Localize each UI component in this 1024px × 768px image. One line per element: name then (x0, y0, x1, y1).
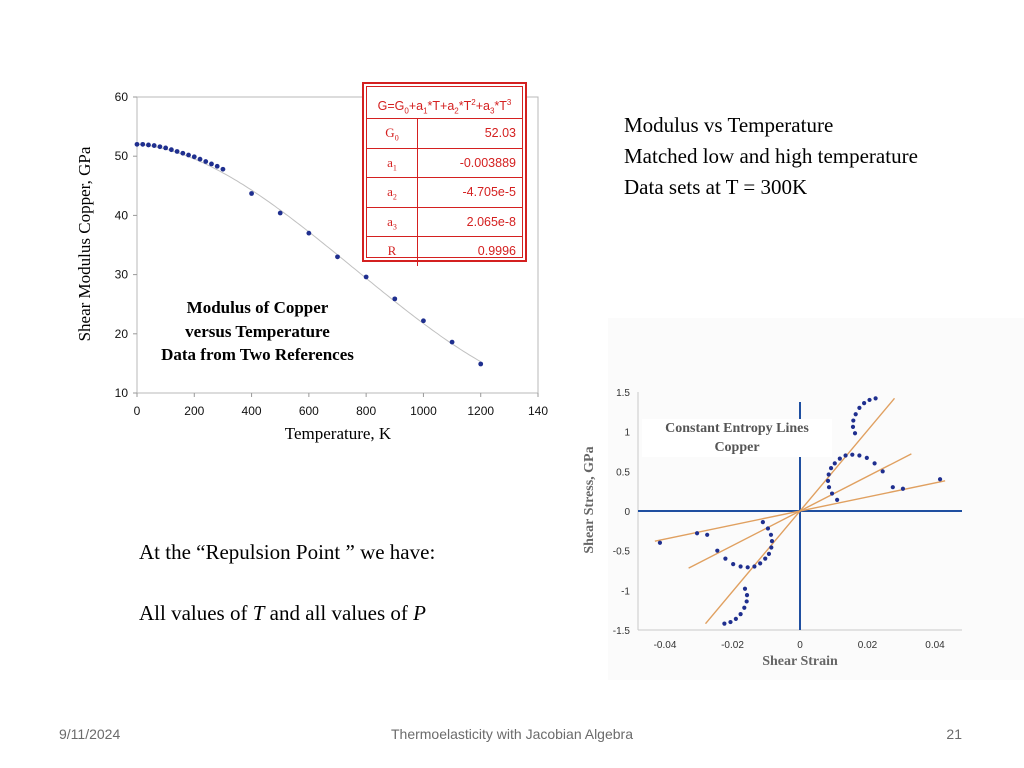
x-tick-label: 0 (133, 404, 141, 418)
x-tick-label: 1000 (410, 404, 437, 418)
data-point (769, 533, 773, 537)
data-point (838, 457, 842, 461)
entropy-xlabel: Shear Strain (762, 654, 838, 669)
repulsion-text (139, 537, 435, 628)
data-point (163, 146, 168, 151)
data-point (862, 401, 866, 405)
data-point (739, 612, 743, 616)
data-point (767, 552, 771, 556)
entropy-ylabel: Shear Stress, GPa (582, 446, 597, 554)
data-point (865, 456, 869, 460)
data-point (392, 296, 397, 301)
footer-title: Thermoelasticity with Jacobian Algebra (390, 726, 633, 742)
values-P: P (413, 601, 426, 625)
data-point (827, 485, 831, 489)
data-point (658, 541, 662, 545)
data-point (705, 533, 709, 537)
y-tick-label: -1 (621, 586, 630, 598)
fit-param-value: -4.705e-5 (462, 185, 516, 200)
footer-date: 9/11/2024 (59, 726, 121, 742)
data-point (857, 406, 861, 410)
y-tick-label: 50 (114, 149, 128, 164)
fit-param-subscript: 3 (392, 222, 397, 232)
data-point (140, 142, 145, 147)
data-point (364, 275, 369, 280)
values-prefix: All values of (139, 601, 253, 625)
data-point (152, 143, 157, 148)
data-point (743, 587, 747, 591)
data-point (249, 191, 254, 196)
data-point (874, 396, 878, 400)
data-point (306, 231, 311, 236)
data-point (180, 151, 185, 156)
y-tick-label: 0 (624, 507, 630, 518)
fit-row (367, 237, 522, 266)
data-point (198, 157, 203, 162)
y-tick-label: -0.5 (612, 546, 630, 558)
description-line-2: Matched low and high temperature (624, 144, 918, 168)
data-point (209, 161, 214, 166)
data-point (758, 561, 762, 565)
data-point (175, 149, 180, 154)
data-point (769, 545, 773, 549)
description-line-3: Data sets at T = 300K (624, 175, 808, 199)
data-point (734, 617, 738, 621)
y-tick-label: 0.5 (616, 467, 630, 479)
fit-param-value: 0.9996 (477, 244, 516, 259)
data-point (169, 147, 174, 152)
x-tick-label: 1200 (467, 404, 495, 418)
data-point (715, 549, 719, 553)
x-tick-label: 800 (356, 404, 377, 418)
data-point (278, 211, 283, 216)
data-point (158, 144, 163, 149)
y-tick-label: 10 (114, 386, 128, 400)
description-line-1: Modulus vs Temperature (624, 113, 834, 137)
data-point (742, 606, 746, 610)
data-point (835, 498, 839, 502)
x-tick-label: 0.02 (857, 640, 878, 651)
x-tick-label: 600 (298, 404, 319, 418)
annotation-line-1: Modulus of Copper (186, 298, 329, 317)
footer-page-number: 21 (946, 726, 962, 742)
x-tick-label: 200 (184, 404, 205, 418)
fit-row (367, 119, 522, 149)
data-point (221, 167, 226, 172)
fit-row (367, 208, 522, 238)
fit-param-value: 2.065e-8 (466, 214, 516, 229)
data-point (850, 453, 854, 457)
x-tick-label: 0 (797, 640, 803, 651)
fit-equation: $G=G_0+a_1*T+a_2*T^2+a_3*T^3$ (367, 87, 522, 119)
fit-param-name: $a_3$ (367, 208, 418, 237)
data-point (853, 431, 857, 435)
data-point (731, 562, 735, 566)
data-point (766, 526, 770, 530)
data-point (723, 557, 727, 561)
data-point (872, 461, 876, 465)
data-point (135, 142, 140, 147)
data-point (722, 622, 726, 626)
data-point (881, 469, 885, 473)
entropy-title-line: Constant Entropy Lines (665, 421, 809, 436)
data-point (770, 539, 774, 543)
data-point (421, 318, 426, 323)
x-tick-label: 140 (527, 404, 549, 418)
data-point (335, 254, 340, 259)
data-point (867, 398, 871, 402)
y-tick-label: 1.5 (616, 388, 630, 399)
data-point (829, 466, 833, 470)
data-point (827, 472, 831, 476)
y-tick-label: 60 (114, 90, 128, 104)
data-point (851, 425, 855, 429)
fit-param-subscript: 0 (394, 133, 399, 143)
fit-param-value: 52.03 (484, 126, 516, 140)
data-point (857, 453, 861, 457)
annotation-line-3: Data from Two References (161, 345, 354, 364)
annotation-line-2: versus Temperature (185, 321, 330, 341)
data-point (763, 557, 767, 561)
values-mid: and all values of (264, 601, 414, 625)
data-point (746, 565, 750, 569)
data-point (192, 154, 197, 159)
data-point (891, 485, 895, 489)
fit-row (367, 149, 522, 179)
entropy-title (642, 419, 832, 457)
x-tick-label: -0.02 (721, 640, 744, 651)
fit-param-subscript: 2 (392, 192, 397, 202)
repulsion-line: At the “Repulsion Point ” we have: (139, 540, 436, 564)
data-point (761, 520, 765, 524)
data-point (146, 143, 151, 148)
fit-param-value: -0.003889 (459, 155, 516, 170)
data-point (203, 159, 208, 164)
x-tick-label: -0.04 (653, 640, 677, 651)
values-T: T (252, 601, 265, 625)
data-point (843, 453, 847, 457)
fit-table-inner (366, 86, 523, 258)
fit-param-name: R (367, 237, 418, 266)
data-point (695, 531, 699, 535)
description-text (624, 110, 918, 203)
data-point (833, 461, 837, 465)
values-line (139, 598, 435, 628)
data-point (826, 479, 830, 483)
x-tick-label: 400 (241, 404, 262, 418)
data-point (450, 340, 455, 345)
data-point (728, 620, 732, 624)
y-tick-label: 40 (114, 208, 128, 223)
x-tick-label: 0.04 (925, 640, 945, 651)
entropy-subtitle-line: Copper (714, 440, 760, 455)
data-point (745, 599, 749, 603)
data-point (854, 412, 858, 416)
fit-param-name: $a_2$ (367, 178, 418, 207)
data-point (752, 564, 756, 568)
fit-param-name: $G_0$ (367, 119, 418, 148)
y-tick-label: 20 (114, 326, 128, 341)
data-point (478, 362, 483, 367)
data-point (739, 564, 743, 568)
data-point (215, 164, 220, 169)
data-point (745, 593, 749, 597)
data-point (851, 418, 855, 422)
fit-param-name: $a_1$ (367, 149, 418, 178)
y-tick-label: 30 (114, 267, 128, 282)
y-tick-label: 1 (624, 427, 630, 439)
modulus-annotation (130, 296, 385, 367)
y-tick-label: -1.5 (612, 626, 630, 637)
fit-table (362, 82, 527, 262)
fit-rows (367, 119, 522, 266)
data-point (901, 487, 905, 491)
data-point (830, 491, 834, 495)
fit-param-subscript: 1 (392, 163, 397, 173)
modulus-xlabel: Temperature, K (284, 424, 392, 443)
modulus-ylabel: Shear Modulus Copper, GPa (75, 146, 94, 342)
data-point (186, 153, 191, 158)
fit-row (367, 178, 522, 208)
data-point (938, 477, 942, 481)
